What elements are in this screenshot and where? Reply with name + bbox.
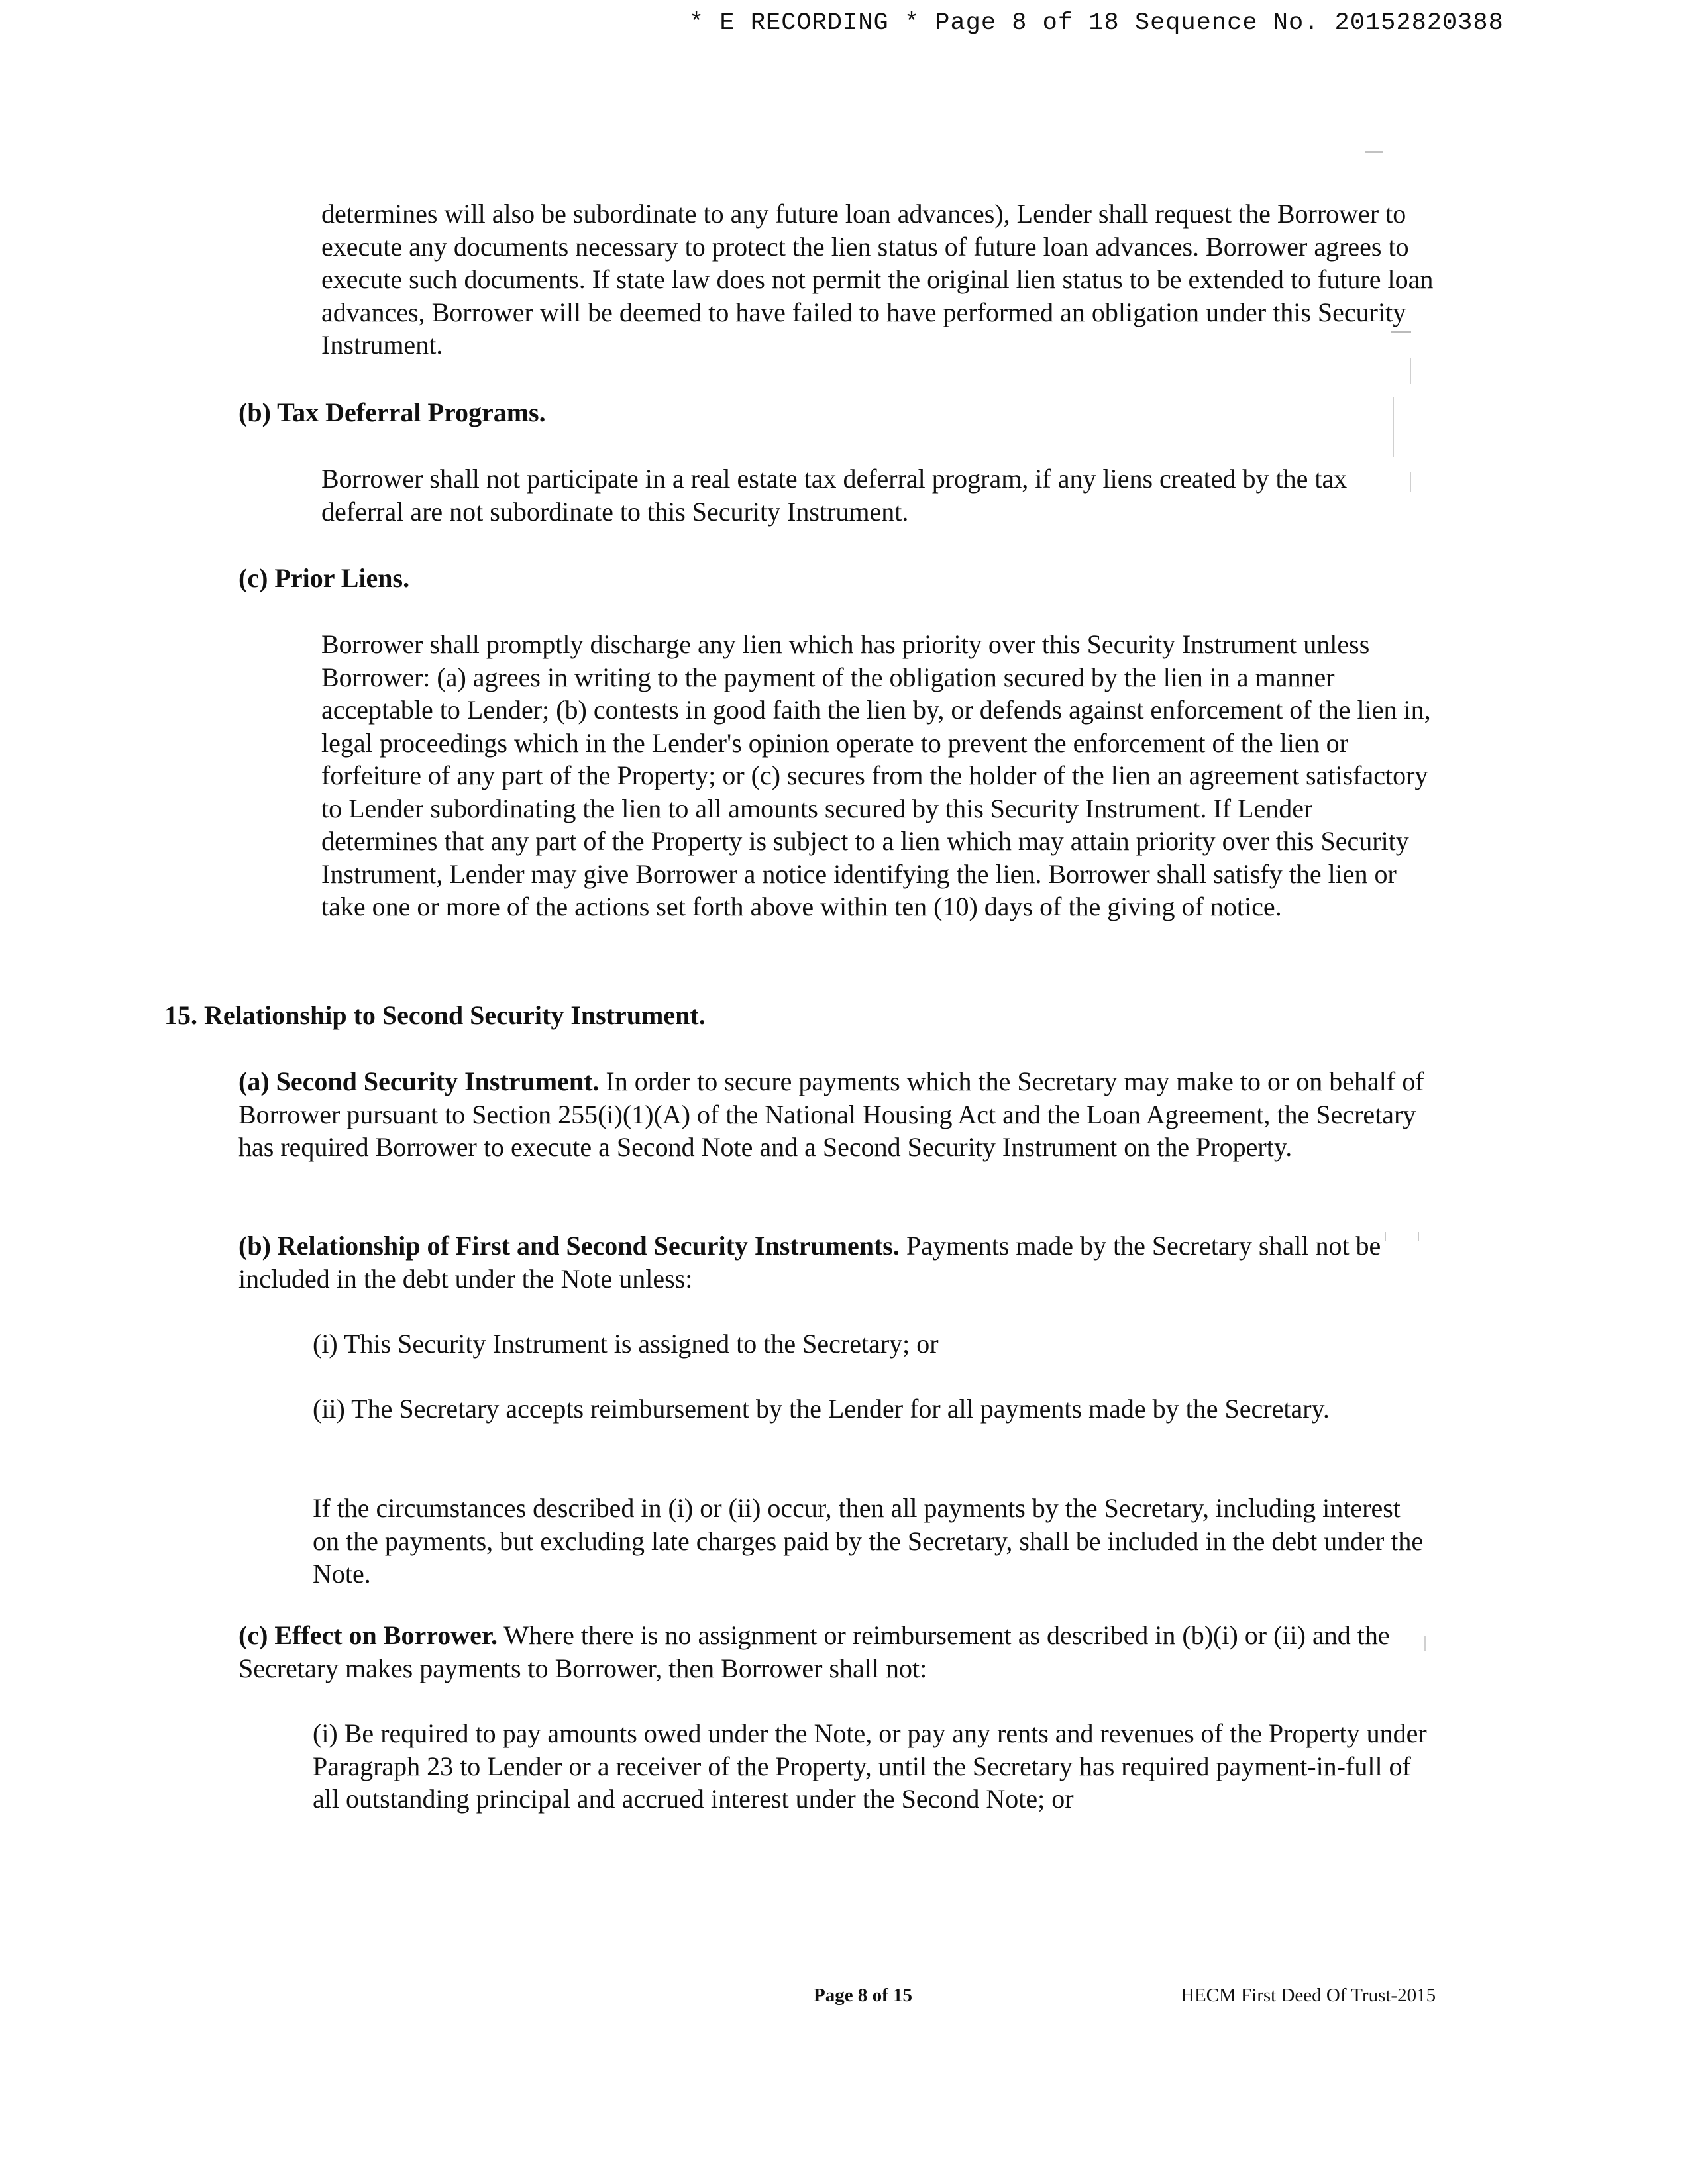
- relationship-lead: (b) Relationship of First and Second Security Instruments.: [238, 1231, 900, 1261]
- scan-artifact: [1365, 151, 1383, 153]
- relationship-paragraph: [238, 1229, 1438, 1295]
- second-security-instrument-lead: (a) Second Security Instrument.: [238, 1066, 600, 1096]
- relationship-item-ii: (ii) The Secretary accepts reimbursement by the Lender for all payments made by the Secretary.: [313, 1394, 1330, 1424]
- scan-artifact: [1393, 397, 1394, 457]
- second-security-instrument-text: In order to secure payments which the Secretary may make to or on behalf of Borrower pursuant to Section 255(i)(1)(A) of the National Housing Act and the Loan Agreement, the Secretary has required Borrower to execute a Second Note and a Second Security Instrument on the Property.: [238, 1066, 1424, 1162]
- scan-artifact: [1410, 472, 1411, 492]
- scan-artifact: [1385, 1232, 1386, 1241]
- effect-item-i: (i) Be required to pay amounts owed under the Note, or pay any rents and revenues of the Property under Paragraph 23 to Lender or a receiver of the Property, until the Secretary has required payment-in-full of all outstanding principal and accrued interest under the Second Note; or: [313, 1718, 1427, 1814]
- scan-artifact: [1418, 1232, 1419, 1241]
- section-15-heading: 15. Relationship to Second Security Instrument.: [164, 1000, 706, 1030]
- effect-on-borrower-paragraph: [238, 1619, 1438, 1685]
- tax-deferral-paragraph: Borrower shall not participate in a real estate tax deferral program, if any liens created by the tax deferral are not subordinate to this Security Instrument.: [321, 464, 1348, 527]
- continuation-paragraph: determines will also be subordinate to any future loan advances), Lender shall request the Borrower to execute any documents necessary to protect the lien status of future loan advances. Borrower agrees to execute such documents. If state law does not permit the original lien status to be extended to future loan advances, Borrower will be deemed to have failed to have performed an obligation under this Security Instrument.: [321, 199, 1434, 360]
- prior-liens-paragraph: Borrower shall promptly discharge any lien which has priority over this Security Instrument unless Borrower: (a) agrees in writing to the payment of the obligation secured by the lien in a manner acceptable to Lender; (b) contests in good faith the lien by, or defends against enforcement of the lien in, legal proceedings which in the Lender's opinion operate to prevent the enforcement of the lien or forfeiture of any part of the Property; or (c) secures from the holder of the lien an agreement satisfactory to Lender subordinating the lien to all amounts secured by this Security Instrument. If Lender determines that any part of the Property is subject to a lien which may attain priority over this Security Instrument, Lender may give Borrower a notice identifying the lien. Borrower shall satisfy the lien or take one or more of the actions set forth above within ten (10) days of the giving of notice.: [321, 629, 1431, 921]
- tax-deferral-heading: (b) Tax Deferral Programs.: [238, 397, 546, 427]
- prior-liens-heading: (c) Prior Liens.: [238, 563, 410, 593]
- relationship-text: Payments made by the Secretary shall not be included in the debt under the Note unless:: [238, 1231, 1381, 1294]
- second-security-instrument-paragraph: [238, 1065, 1438, 1164]
- footer-page-label: Page 8 of 15: [814, 1985, 912, 2006]
- footer-form-name: HECM First Deed Of Trust-2015: [1181, 1985, 1436, 2006]
- scan-artifact: [1424, 1636, 1426, 1651]
- scan-artifact: [1410, 358, 1411, 384]
- recording-header: * E RECORDING * Page 8 of 18 Sequence No. 20152820388: [689, 9, 1504, 37]
- effect-on-borrower-text: Where there is no assignment or reimbursement as described in (b)(i) or (ii) and the Secretary makes payments to Borrower, then Borrower shall not:: [238, 1620, 1390, 1683]
- scan-artifact: [1391, 331, 1411, 333]
- relationship-after-paragraph: If the circumstances described in (i) or (ii) occur, then all payments by the Secretary, including interest on the payments, but excluding late charges paid by the Secretary, shall be included in the debt under the Note.: [313, 1493, 1424, 1588]
- relationship-item-i: (i) This Security Instrument is assigned to the Secretary; or: [313, 1329, 939, 1359]
- effect-on-borrower-lead: (c) Effect on Borrower.: [238, 1620, 498, 1650]
